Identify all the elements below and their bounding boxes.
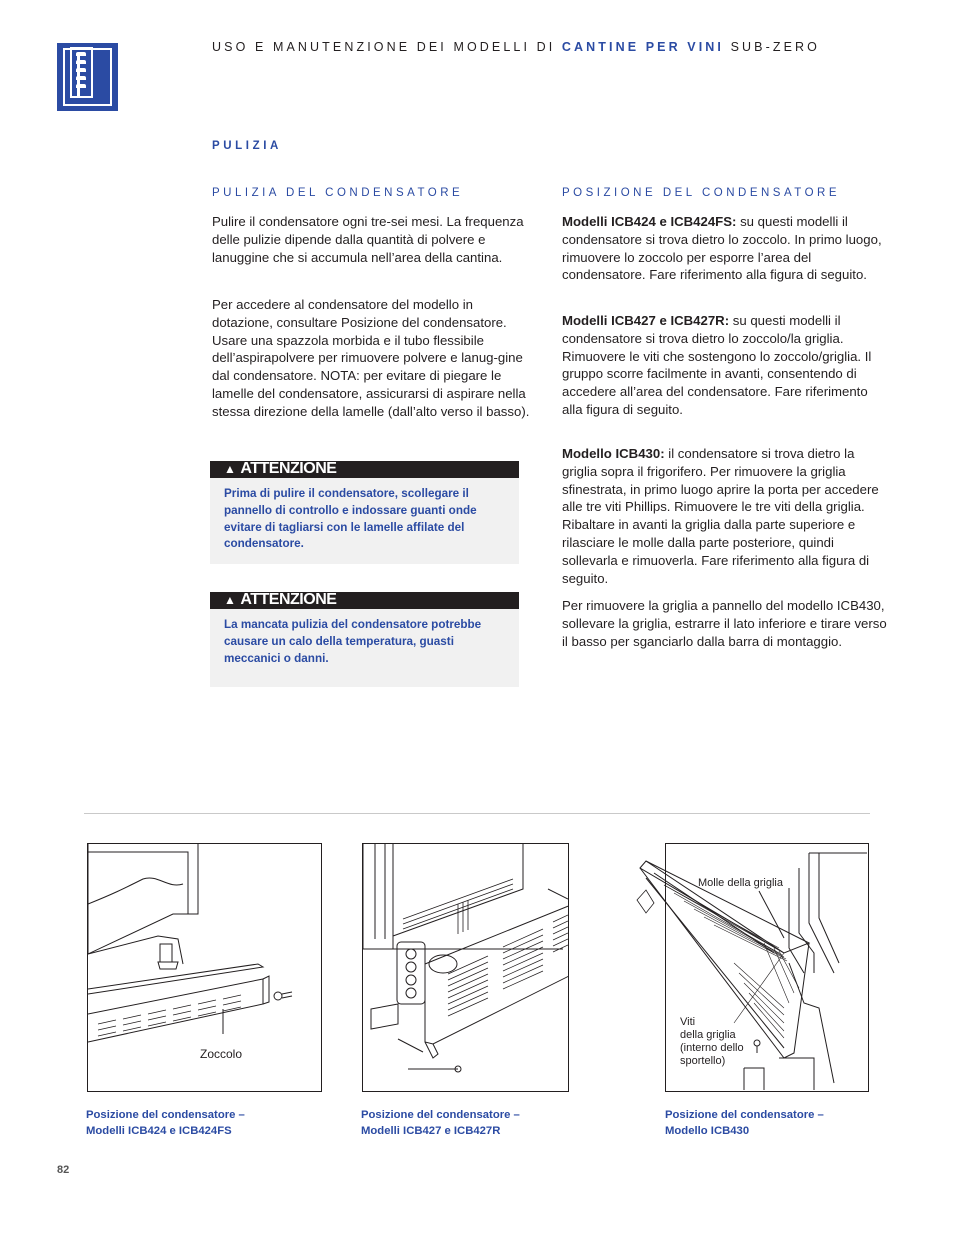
label-line: Viti — [680, 1016, 696, 1028]
warning-triangle-icon: ▲ — [224, 462, 236, 476]
wine-cabinet-logo-icon — [57, 43, 118, 111]
figure-caption — [361, 1107, 581, 1139]
model-lead: Modello ICB430: — [562, 446, 665, 461]
header-suffix: SUB-ZERO — [730, 40, 820, 54]
warning-text: La mancata pulizia del condensatore potrebbe causare un calo della temperatura, guasti meccanici o danni. — [224, 618, 482, 665]
warning-triangle-icon: ▲ — [224, 593, 236, 607]
warning-box — [210, 592, 519, 687]
caption-line: Modelli ICB427 e ICB427R — [361, 1125, 501, 1137]
warning-header — [210, 592, 519, 609]
warning-text: Prima di pulire il condensatore, scollegare il pannello di controllo e indossare guanti onde evitare di tagliarsi con le lamelle affilate del condensatore. — [224, 487, 477, 551]
model-paragraph — [562, 445, 888, 587]
left-paragraph-2: Per accedere al condensatore del modello in dotazione, consultare Posizione del condensatore. Usare una spazzola morbida e il tubo flessibile dell’aspirapolvere per rimuovere polvere e lanug-gine dal condensatore. NOTA: per evitare di piegare le lamelle del condensatore, assicurarsi di aspirare nella stessa direzione della lamelle (dall’alto verso il basso). — [212, 297, 530, 419]
right-paragraph-last: Per rimuovere la griglia a pannello del modello ICB430, sollevare la griglia, estrarre il lato inferiore e tirare verso il basso per sganciarlo dalla barra di montaggio. — [562, 598, 887, 649]
left-paragraph-1: Pulire il condensatore ogni tre-sei mesi. La frequenza delle pulizie dipende dalla quantità di polvere e lanuggine che si accumula nell’area della cantina. — [212, 214, 524, 265]
section-title: PULIZIA — [212, 140, 282, 152]
warning-title: ATTENZIONE — [240, 460, 337, 477]
label-line: (interno dello — [680, 1042, 744, 1054]
caption-line: Posizione del condensatore – — [665, 1109, 824, 1121]
model-lead: Modelli ICB427 e ICB427R: — [562, 313, 730, 328]
figure-icb427-illustration — [362, 843, 569, 1092]
page-number: 82 — [57, 1164, 70, 1176]
figure-label-screws — [680, 1016, 744, 1068]
figure-caption — [86, 1107, 316, 1139]
model-paragraph — [562, 213, 888, 284]
model-text: su questi modelli il condensatore si trova dietro lo zoccolo/la griglia. Rimuovere le viti che sostengono lo zoccolo/griglia. Il gruppo scorre facilmente in avanti, consentendo di accedere all’area del condensatore. Fare riferimento alla figura di seguito. — [562, 313, 872, 417]
model-text: il condensatore si trova dietro la griglia sopra il frigorifero. Per rimuovere la griglia sfinestrata, in primo luogo aprire la porta per accedere alle tre viti Phillips. Rimuovere le tre viti della griglia. Ribaltare in avanti la griglia dalla parte superiore e rilasciare le molle dalla parte posteriore, quindi sollevarla e rimuoverla. Fare riferimento alla figura di seguito. — [562, 446, 879, 586]
warning-title: ATTENZIONE — [240, 591, 337, 608]
caption-line: Modelli ICB424 e ICB424FS — [86, 1125, 232, 1137]
label-line: sportello) — [680, 1055, 726, 1067]
model-lead: Modelli ICB424 e ICB424FS: — [562, 214, 737, 229]
running-header — [212, 40, 820, 54]
figure-label-springs: Molle della griglia — [698, 877, 783, 889]
figure-label-zoccolo: Zoccolo — [200, 1047, 243, 1061]
model-text: su questi modelli il condensatore si trova dietro lo zoccolo. In primo luogo, rimuovere lo zoccolo per esporre l’area del condensatore. Fare riferimento alla figura di seguito. — [562, 214, 882, 283]
caption-line: Posizione del condensatore – — [86, 1109, 245, 1121]
figure-icb430-illustration — [634, 843, 869, 1092]
header-brand: CANTINE PER VINI — [561, 40, 725, 54]
model-paragraph — [562, 312, 888, 419]
divider — [84, 813, 870, 814]
caption-line: Modello ICB430 — [665, 1125, 750, 1137]
caption-line: Posizione del condensatore – — [361, 1109, 520, 1121]
right-subhead: POSIZIONE DEL CONDENSATORE — [562, 187, 841, 199]
label-line: della griglia — [680, 1029, 736, 1041]
left-subhead: PULIZIA DEL CONDENSATORE — [212, 187, 464, 199]
figure-icb424-illustration — [87, 843, 322, 1092]
header-prefix: USO E MANUTENZIONE DEI MODELLI DI — [212, 40, 556, 54]
figure-caption — [665, 1107, 885, 1139]
warning-box — [210, 461, 519, 564]
warning-header — [210, 461, 519, 478]
